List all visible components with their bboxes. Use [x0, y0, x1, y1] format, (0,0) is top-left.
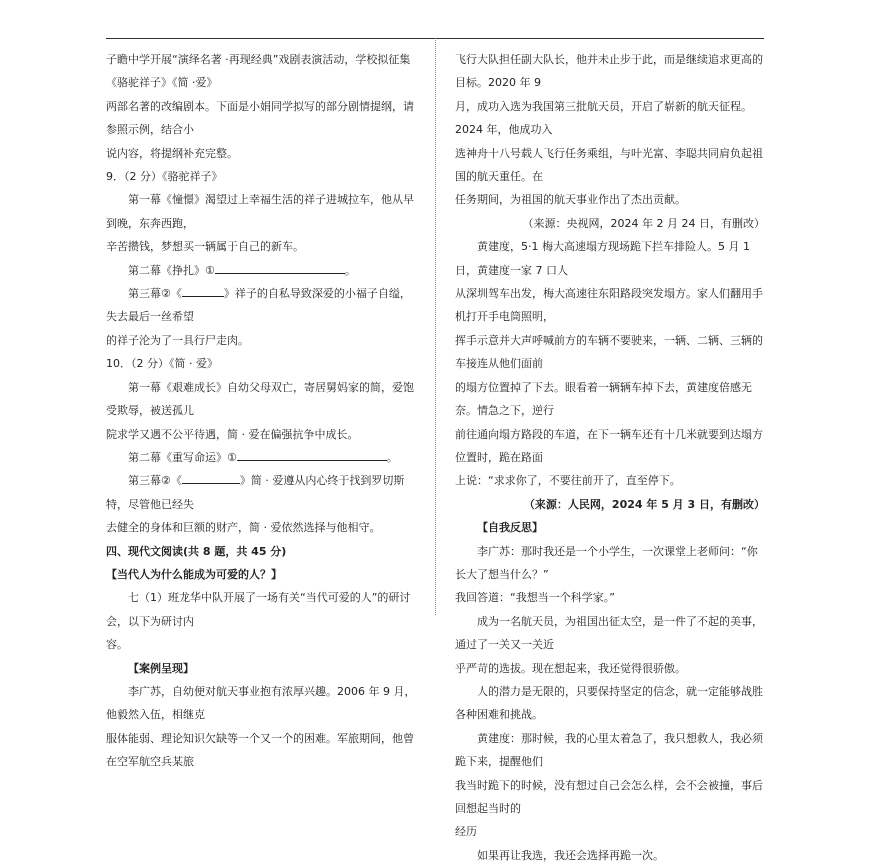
q9-act3: 第三幕②《 》祥子的自私导致深爱的小福子自缢，失去最后一丝希望 [106, 282, 421, 329]
huang-paragraph-line: 的塌方位置掉了下去。眼看着一辆辆车掉下去，黄建度倍感无奈。情急之下，逆行 [455, 380, 752, 418]
li-paragraph-cont: 服体能弱、理论知识欠缺等一个又一个的困难。军旅期间，他曾在空军航空兵某旅 [106, 731, 414, 769]
huang-paragraph-line: 前往通向塌方路段的车道，在下一辆车还有十几米就要到达塌方位置时，跪在路面 [455, 427, 763, 464]
q10-act1: 第一幕《艰难成长》自幼父母双亡，寄居舅妈家的简，爱饱受欺辱，被送孤儿 [106, 380, 414, 418]
q9-act2: 第二幕《挣扎》① 。 [106, 259, 421, 282]
section-heading: 四、现代文阅读(共 8 题，共 45 分) [106, 544, 287, 558]
intro-line: 说内容，将提纲补充完整。 [106, 146, 238, 160]
q10-act3: 第三幕②《 》简 · 爱遵从内心终于找到罗切斯特，尽管他已经失 [106, 469, 421, 516]
q10-act2: 第二幕《重写命运》① 。 [106, 446, 421, 469]
left-column [106, 48, 421, 774]
answer-blank[interactable] [182, 284, 224, 297]
li-cont-line: 任务期间，为祖国的航天事业作出了杰出贡献。 [455, 193, 686, 207]
reflect-huang: 黄建度：那时候，我的心里太着急了，我只想救人，我必须跪下来，提醒他们 [455, 731, 763, 769]
right-column [455, 48, 765, 867]
intro-line: 两部名著的改编剧本。下面是小娟同学拟写的部分剧情提纲，请参照示例，结合小 [106, 99, 414, 137]
reflect-para: 成为一名航天员，为祖国出征太空，是一件了不起的美事，通过了一关又一关近 [455, 614, 763, 652]
reflect-li: 李广苏：那时我还是一个小学生，一次课堂上老师问：“你长大了想当什么？” [455, 544, 758, 581]
li-paragraph: 李广苏，自幼便对航天事业抱有浓厚兴趣。2006 年 9 月，他毅然入伍，相继克 [106, 684, 416, 722]
huang-paragraph-line: 上说：“求求你了，不要往前开了，直至停下。 [455, 474, 681, 488]
intro-line: 子瞻中学开展“演绎名著 ·再现经典”戏剧表演活动，学校拟征集《骆驼祥子》《简 ·爱》 [106, 53, 411, 90]
reflect-para: 人的潜力是无限的，只要保持坚定的信念，就一定能够战胜各种困难和挑战。 [455, 684, 763, 722]
reflect-huang-cont: 我当时跪下的时候，没有想过自己会怎么样，会不会被撞，事后回想起当时的 [455, 778, 763, 815]
q10-act1-cont: 院求学又遇不公平待遇，简 · 爱在偏强抗争中成长。 [106, 427, 359, 441]
huang-paragraph-line: 从深圳驾车出发，梅大高速往东阳路段突发塌方。家人们翻用手机打开手电筒照明， [455, 287, 763, 324]
source-note: （来源：人民网，2024 年 5 月 3 日，有删改） [523, 497, 765, 511]
li-cont-line: 飞行大队担任副大队长，他并未止步于此，而是继续追求更高的目标。2020 年 9 [455, 53, 763, 90]
case-label: 【案例呈现】 [128, 661, 194, 675]
reflect-para-cont: 乎严苛的选拔。现在想起来，我还觉得很骄傲。 [455, 661, 686, 675]
answer-blank[interactable] [215, 261, 345, 274]
huang-paragraph: 黄建度，5·1 梅大高速塌方现场跪下拦车排险人。5 月 1 日，黄建度一家 7 口人 [455, 240, 750, 277]
reflect-li-cont: 我回答道：“我想当一个科学家。” [455, 591, 615, 605]
q9-header: 9．（2 分）《骆驼祥子》 [106, 170, 223, 184]
column-divider [435, 38, 436, 615]
class-intro: 七（1）班龙华中队开展了一场有关“当代可爱的人”的研讨会，以下为研讨内 [106, 591, 411, 628]
q9-act1: 第一幕《憧憬》渴望过上幸福生活的祥子进城拉车，他从早到晚，东奔西跑， [106, 193, 414, 230]
q10-header: 10．（2 分）《简 · 爱》 [106, 357, 218, 371]
li-cont-line: 月，成功入选为我国第三批航天员，开启了崭新的航天征程。2024 年，他成功入 [455, 99, 752, 137]
reflect-end: 如果再让我选，我还会选择再跪一次。 [477, 848, 664, 862]
reflect-label: 【自我反思】 [477, 521, 543, 535]
huang-paragraph-line: 挥手示意并大声呼喊前方的车辆不要驶来，一辆、二辆、三辆的车接连从他们面前 [455, 333, 763, 371]
reflect-huang-cont: 经历 [455, 825, 477, 839]
li-cont-line: 选神舟十八号载人飞行任务乘组，与叶光富、李聪共同肩负起祖国的航天重任。在 [455, 146, 763, 184]
answer-blank[interactable] [182, 471, 240, 484]
q10-act3-end: 去健全的身体和巨额的财产，简 · 爱依然选择与他相守。 [106, 521, 381, 535]
q9-act1-cont: 辛苦攒钱，梦想买一辆属于自己的新车。 [106, 240, 304, 254]
class-intro-cont: 容。 [106, 638, 128, 652]
source-note: （来源：央视网，2024 年 2 月 24 日，有删改） [522, 216, 765, 230]
q9-act3-end: 的祥子沦为了一具行尸走肉。 [106, 333, 249, 347]
topic-heading: 【当代人为什么能成为可爱的人？】 [106, 567, 282, 581]
answer-blank[interactable] [237, 448, 387, 461]
